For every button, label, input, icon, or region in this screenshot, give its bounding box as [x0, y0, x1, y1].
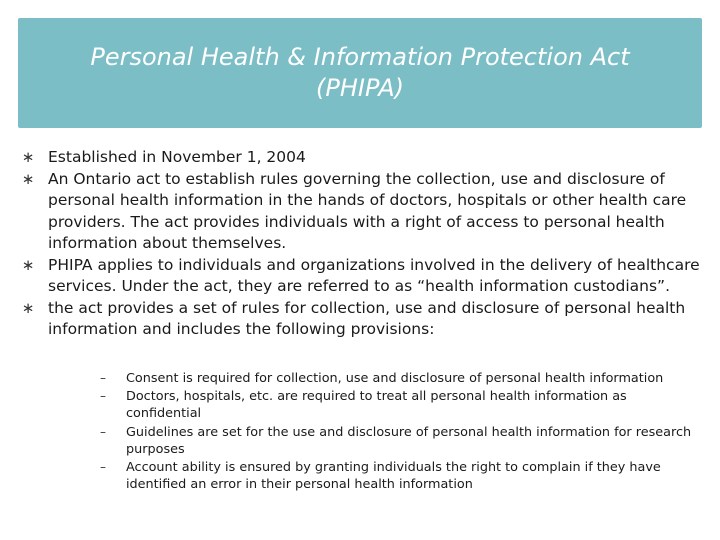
- sub-bullet-text: Doctors, hospitals, etc. are required to treat all personal health information as confidential: [126, 389, 627, 422]
- sub-bullet-text: Guidelines are set for the use and disclosure of personal health information for research purposes: [126, 424, 692, 457]
- dash-bullet-icon: –: [100, 371, 106, 385]
- sub-bullet-item: [100, 370, 700, 387]
- sub-bullet-item: [100, 388, 700, 422]
- asterisk-bullet-icon: ∗: [21, 169, 35, 188]
- bullet-list: [20, 147, 700, 341]
- title-banner: [18, 18, 702, 128]
- bullet-item: [20, 169, 700, 255]
- dash-bullet-icon: –: [100, 424, 106, 439]
- sub-bullet-list: [100, 370, 700, 494]
- bullet-text: Established in November 1, 2004: [48, 148, 306, 166]
- dash-bullet-icon: –: [100, 389, 106, 404]
- sub-bullet-item: [100, 424, 700, 458]
- slide-title-line-1: Personal Health & Information Protection Act: [90, 43, 630, 71]
- slide-title: [30, 42, 690, 104]
- bullet-item: [20, 298, 700, 341]
- sub-bullet-item: [100, 459, 700, 493]
- slide-title-line-2: (PHIPA): [315, 74, 405, 102]
- sub-bullet-text: Consent is required for collection, use and disclosure of personal health information: [126, 371, 664, 386]
- bullet-item: [20, 147, 700, 169]
- asterisk-bullet-icon: ∗: [21, 255, 35, 274]
- bullet-text: the act provides a set of rules for collection, use and disclosure of personal health information and includes the following provisions:: [48, 298, 686, 338]
- bullet-text: PHIPA applies to individuals and organizations involved in the delivery of healthcare services. Under the act, they are referred to as “health information custodians”.: [48, 255, 700, 295]
- bullet-text: An Ontario act to establish rules governing the collection, use and disclosure of personal health information in the hands of doctors, hospitals or other health care providers. The act provides individuals with a right of access to personal health information about themselves.: [48, 169, 687, 252]
- sub-bullet-text: Account ability is ensured by granting individuals the right to complain if they have identified an error in their personal health information: [126, 460, 661, 493]
- asterisk-bullet-icon: ∗: [21, 298, 35, 317]
- asterisk-bullet-icon: ∗: [21, 148, 35, 166]
- bullet-item: [20, 255, 700, 298]
- dash-bullet-icon: –: [100, 460, 106, 475]
